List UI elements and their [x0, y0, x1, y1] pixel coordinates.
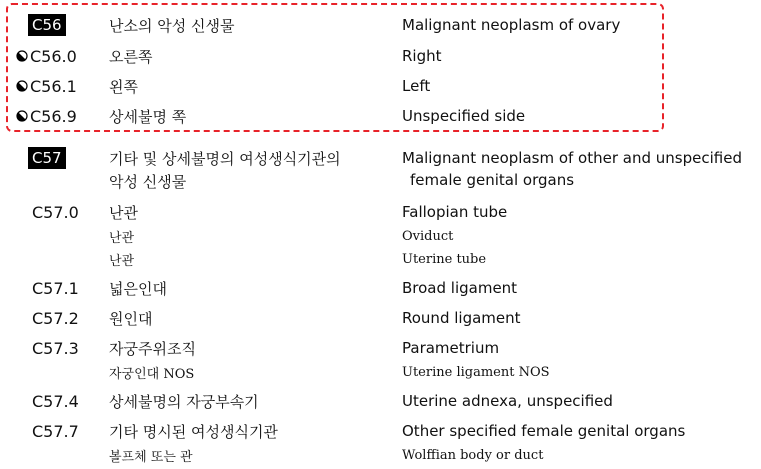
inclusion-korean: 자궁인대 NOS	[109, 366, 195, 382]
inclusion-english: Uterine tube	[402, 251, 487, 267]
inclusion-korean: 난관	[109, 230, 135, 246]
inclusion-korean: 난관	[109, 253, 135, 269]
english-title: Round ligament	[402, 309, 521, 327]
english-title: Other specified female genital organs	[402, 422, 686, 440]
korean-title: 난소의 악성 신생물	[109, 16, 235, 35]
subcategory-code: C57.7	[32, 421, 79, 441]
korean-title: 기타 명시된 여성생식기관	[109, 422, 278, 441]
korean-title: 난관	[109, 203, 138, 222]
english-title: Right	[402, 47, 442, 65]
subcategory-row	[0, 386, 761, 416]
subcategory-row	[0, 416, 761, 446]
subcategory-code: C56.1	[16, 71, 77, 101]
subcategory-row	[0, 273, 761, 303]
subcategory-code: C56.9	[16, 101, 77, 131]
english-title: Fallopian tube	[402, 203, 508, 221]
category-row-c56	[0, 10, 761, 40]
half-filled-circle-icon	[16, 110, 28, 122]
subcategory-code: C57.4	[32, 391, 79, 411]
inclusion-english: Uterine ligament NOS	[402, 364, 550, 380]
category-code: C56	[28, 14, 66, 36]
english-title: Malignant neoplasm of ovary	[402, 16, 621, 34]
subcategory-code: C57.3	[32, 338, 79, 358]
category-row-c57	[0, 143, 761, 173]
korean-title: 자궁주위조직	[109, 339, 196, 358]
subcategory-row	[0, 333, 761, 363]
korean-title-line1: 기타 및 상세불명의 여성생식기관의	[109, 149, 341, 168]
subcategory-code: C57.0	[32, 202, 79, 222]
english-title: Left	[402, 77, 431, 95]
subcategory-code: C56.0	[16, 41, 77, 71]
english-title-line1: Malignant neoplasm of other and unspecified	[402, 149, 742, 167]
korean-title: 원인대	[109, 309, 153, 328]
korean-title: 오른쪽	[109, 47, 153, 66]
korean-title: 넓은인대	[109, 279, 167, 298]
english-title: Uterine adnexa, unspecified	[402, 392, 613, 410]
half-filled-circle-icon	[16, 80, 28, 92]
english-title: Broad ligament	[402, 279, 518, 297]
inclusion-row	[0, 248, 761, 270]
inclusion-row	[0, 361, 761, 383]
subcategory-row	[0, 101, 761, 131]
inclusion-english: Oviduct	[402, 228, 454, 244]
korean-title: 상세불명 쪽	[109, 107, 187, 126]
category-code: C57	[28, 147, 66, 169]
subcategory-row	[0, 41, 761, 71]
subcategory-row	[0, 197, 761, 227]
inclusion-english: Wolffian body or duct	[402, 447, 544, 463]
korean-title-line2: 악성 신생물	[109, 173, 187, 191]
subcategory-row	[0, 71, 761, 101]
subcategory-code: C57.2	[32, 308, 79, 328]
inclusion-row	[0, 444, 761, 466]
subcategory-row	[0, 303, 761, 333]
english-title: Unspecified side	[402, 107, 526, 125]
subcategory-code: C57.1	[32, 278, 79, 298]
korean-title: 왼쪽	[109, 77, 138, 96]
korean-title: 상세불명의 자궁부속기	[109, 392, 259, 411]
half-filled-circle-icon	[16, 50, 28, 62]
inclusion-row	[0, 225, 761, 247]
category-row-c57-cont	[0, 171, 761, 193]
inclusion-korean: 볼프체 또는 관	[109, 449, 193, 465]
english-title-line2: female genital organs	[410, 171, 575, 189]
english-title: Parametrium	[402, 339, 500, 357]
